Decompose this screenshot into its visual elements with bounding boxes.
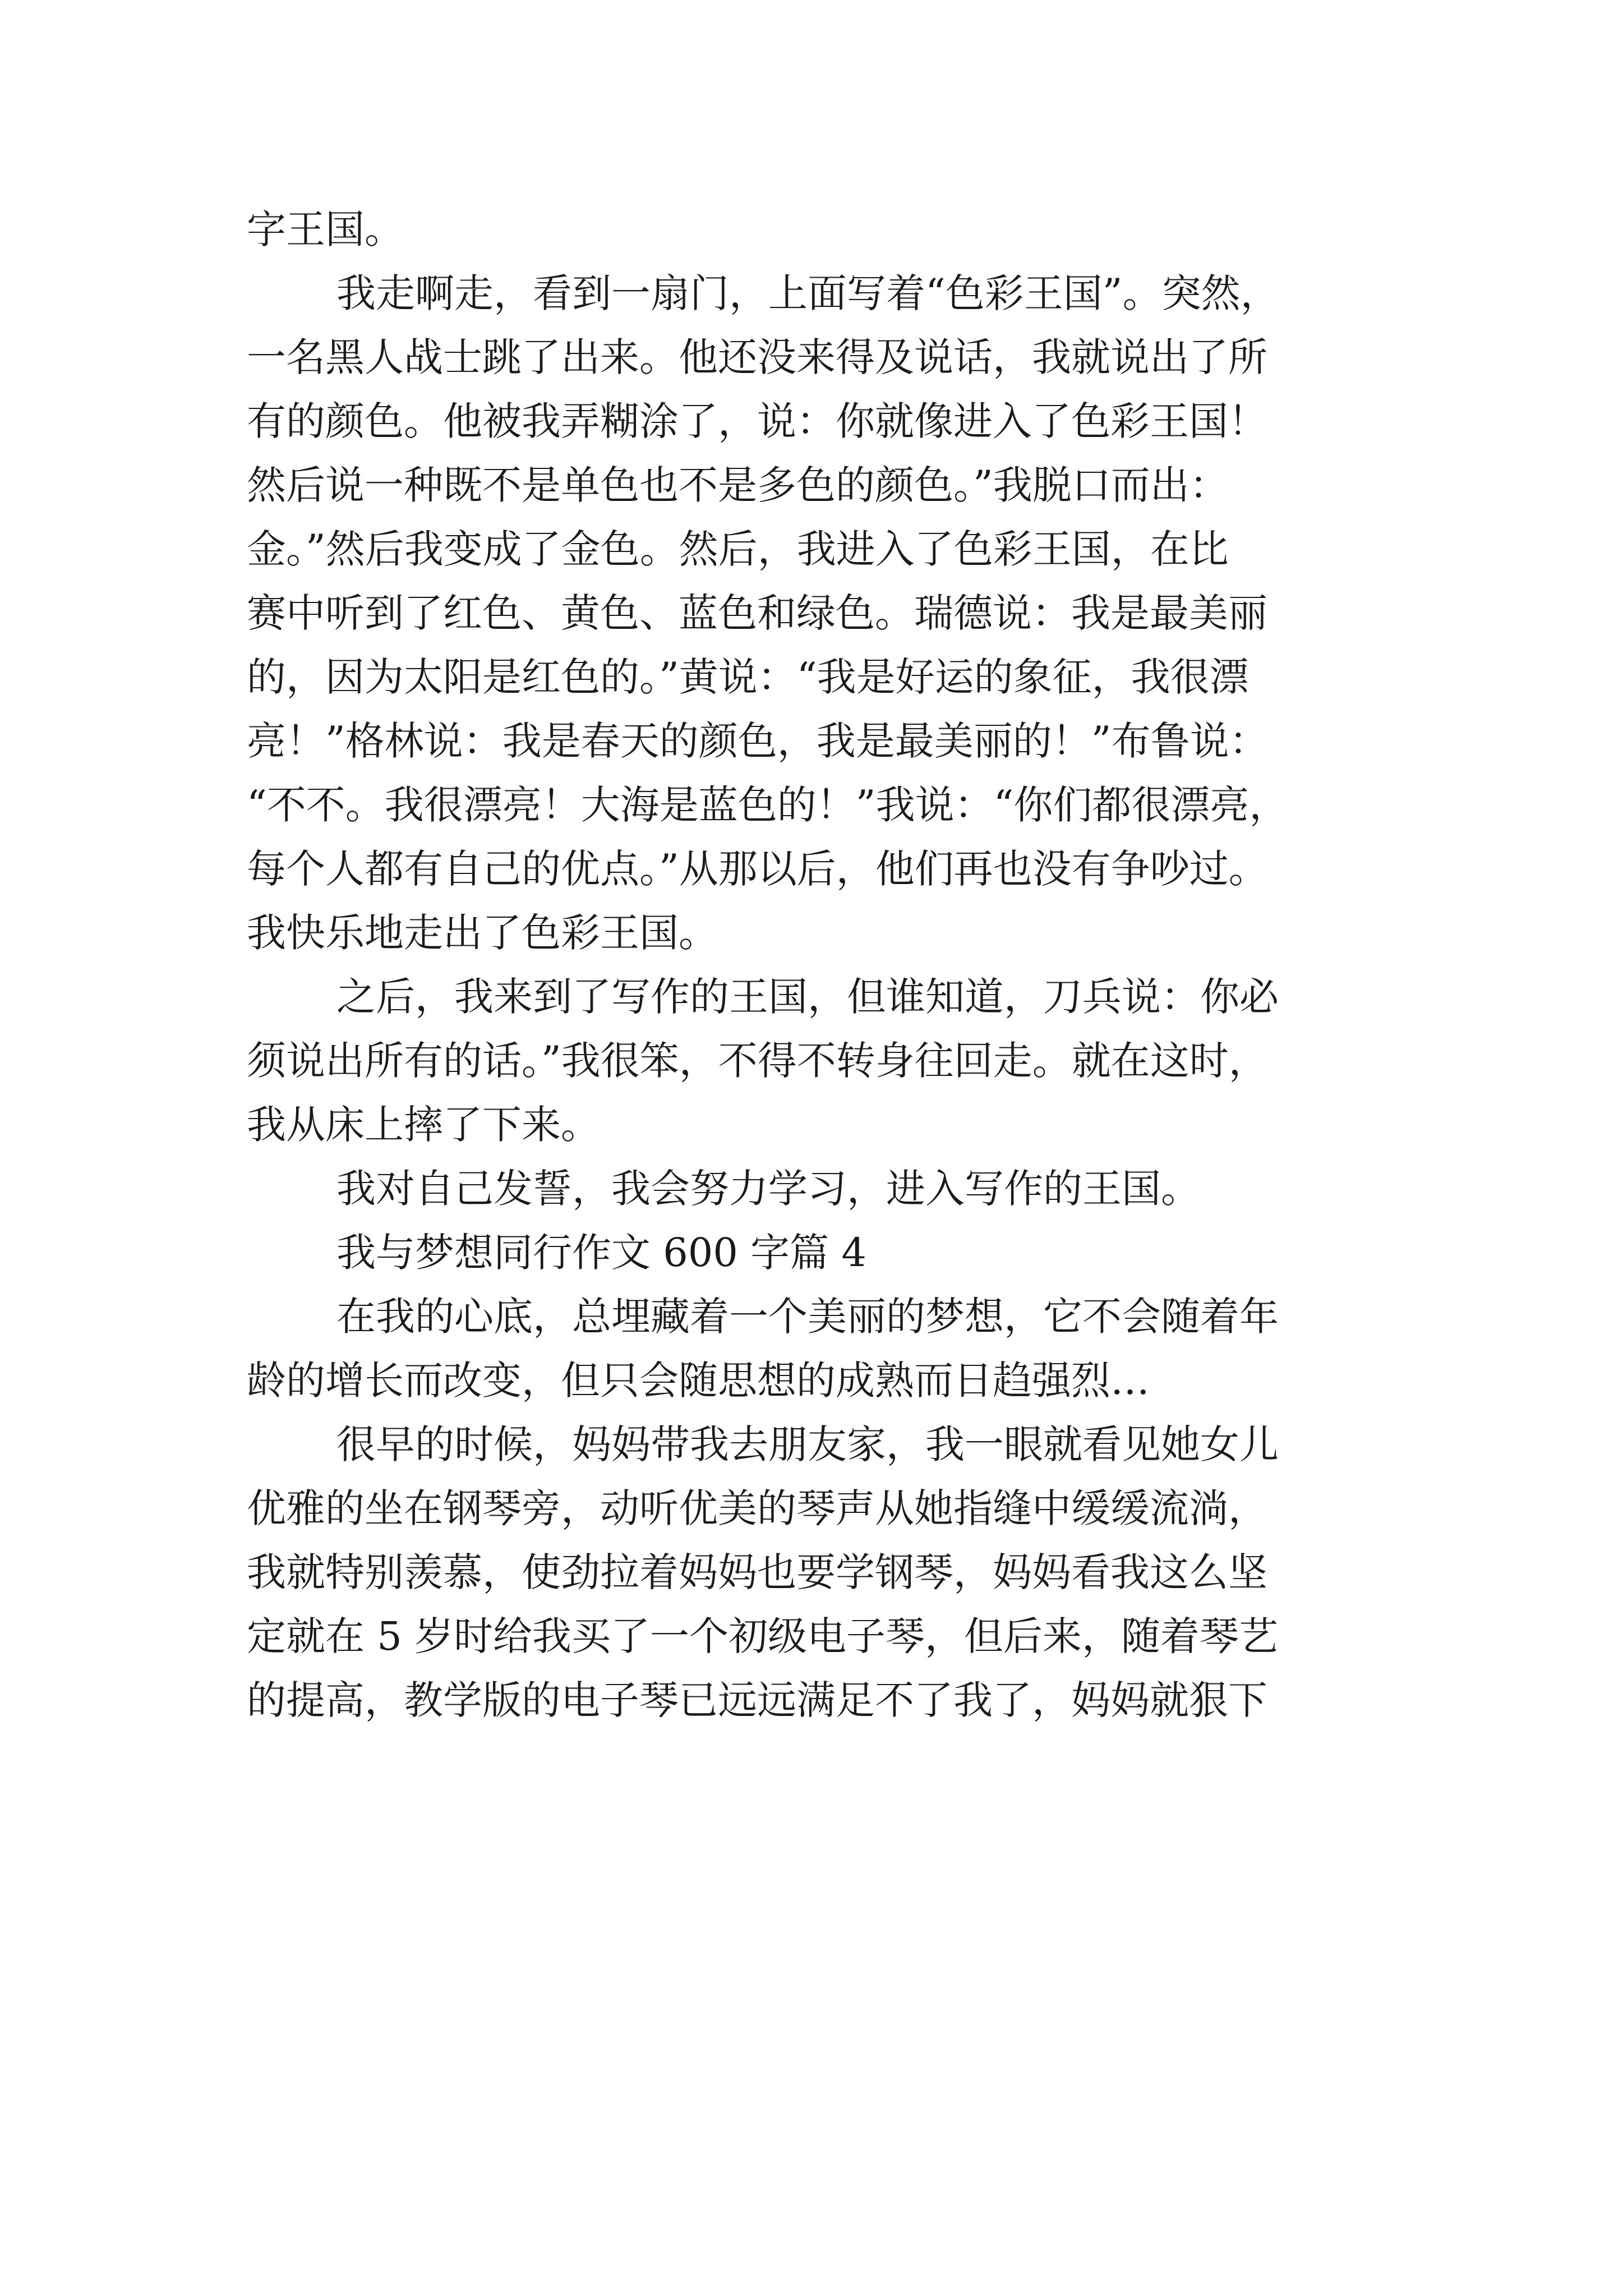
- text-line: 之后，我来到了写作的王国，但谁知道，刀兵说：你必: [336, 974, 1279, 1020]
- text-line: 有的颜色。他被我弄糊涂了，说：你就像进入了色彩王国！: [247, 398, 1267, 444]
- text-line: 定就在 5 岁时给我买了一个初级电子琴，但后来，随着琴艺: [247, 1613, 1279, 1659]
- text-line: 在我的心底，总埋藏着一个美丽的梦想，它不会随着年: [336, 1294, 1279, 1340]
- text-line: 金。”然后我变成了金色。然后，我进入了色彩王国，在比: [247, 526, 1229, 572]
- text-line: 须说出所有的话。”我很笨，不得不转身往回走。就在这时，: [247, 1038, 1268, 1084]
- text-line: 赛中听到了红色、黄色、蓝色和绿色。瑞德说：我是最美丽: [247, 590, 1267, 636]
- text-line: 字王国。: [247, 206, 404, 252]
- text-line: 一名黑人战士跳了出来。他还没来得及说话，我就说出了所: [247, 334, 1267, 380]
- text-line: 的，因为太阳是红色的。”黄说：“我是好运的象征，我很漂: [247, 654, 1249, 700]
- text-line: 每个人都有自己的优点。”从那以后，他们再也没有争吵过。: [247, 846, 1268, 892]
- text-line: “不不。我很漂亮！大海是蓝色的！”我说：“你们都很漂亮，: [247, 782, 1289, 828]
- text-line: 我快乐地走出了色彩王国。: [247, 910, 718, 956]
- text-line: 我从床上摔了下来。: [247, 1102, 600, 1148]
- text-line: 我与梦想同行作文 600 字篇 4: [336, 1230, 866, 1276]
- text-line: 我走啊走，看到一扇门，上面写着“色彩王国”。突然，: [336, 270, 1280, 316]
- text-line: 的提高，教学版的电子琴已远远满足不了我了，妈妈就狠下: [247, 1677, 1267, 1723]
- text-line: 亮！”格林说：我是春天的颜色，我是最美丽的！”布鲁说：: [247, 718, 1269, 764]
- text-line: 很早的时候，妈妈带我去朋友家，我一眼就看见她女儿: [336, 1421, 1279, 1467]
- text-line: 然后说一种既不是单色也不是多色的颜色。”我脱口而出：: [247, 462, 1229, 508]
- text-line: 优雅的坐在钢琴旁，动听优美的琴声从她指缝中缓缓流淌，: [247, 1485, 1267, 1531]
- text-line: 我对自己发誓，我会努力学习，进入写作的王国。: [336, 1166, 1200, 1212]
- text-line: 龄的增长而改变，但只会随思想的成熟而日趋强烈…: [247, 1358, 1150, 1404]
- text-line: 我就特别羡慕，使劲拉着妈妈也要学钢琴，妈妈看我这么坚: [247, 1549, 1267, 1595]
- document-body: [247, 197, 1402, 1732]
